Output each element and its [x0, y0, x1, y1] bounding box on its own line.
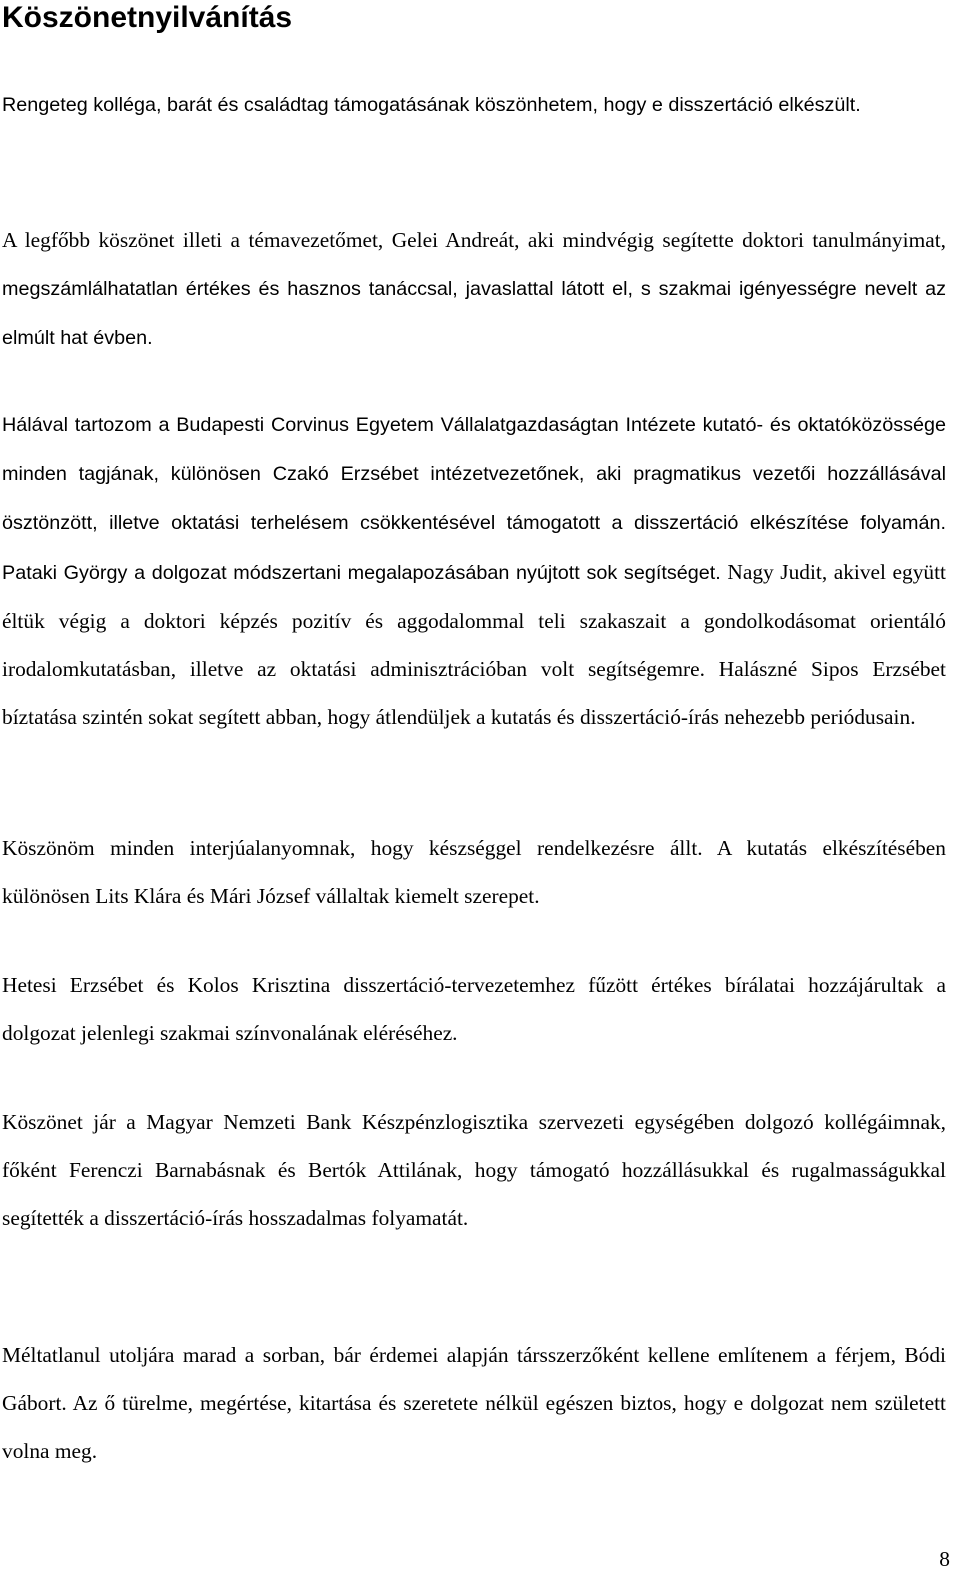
page-number: 8: [939, 1547, 950, 1571]
paragraph-2-text-sans: megszámlálhatatlan értékes és hasznos tanáccsal, javaslattal látott el, s szakmai igényességre nevelt az elmúlt hat évben.: [2, 278, 946, 350]
paragraph-2: [2, 216, 946, 363]
paragraph-6-text: Köszönet jár a Magyar Nemzeti Bank Készpénzlogisztika szervezeti egységében dolgozó kollégáimnak, főként Ferenczi Barnabásnak és Bertók Attilának, hogy támogató hozzállásukkal és rugalmasságukkal segítették a disszertáció-írás hosszadalmas folyamatát.: [2, 1110, 946, 1231]
paragraph-7: [2, 1331, 946, 1476]
paragraph-5: [2, 961, 946, 1057]
paragraph-4: [2, 824, 946, 920]
paragraph-5-text: Hetesi Erzsébet és Kolos Krisztina disszertáció-tervezetemhez fűzött értékes bírálatai hozzájárultak a dolgozat jelenlegi szakmai színvonalának eléréséhez.: [2, 973, 946, 1046]
paragraph-4-text: Köszönöm minden interjúalanyomnak, hogy készséggel rendelkezésre állt. A kutatás elkészítésében különösen Lits Klára és Mári József vállaltak kiemelt szerepet.: [2, 836, 946, 909]
paragraph-7-text: Méltatlanul utoljára marad a sorban, bár érdemei alapján társszerzőként kellene említenem a férjem, Bódi Gábort. Az ő türelme, megértése, kitartása és szeretete nélkül egészen biztos, hogy e dolgozat nem született volna meg.: [2, 1343, 946, 1464]
paragraph-3: [2, 400, 946, 741]
page-title: Köszönetnyilvánítás: [2, 1, 293, 34]
paragraph-1-text: Rengeteg kolléga, barát és családtag támogatásának köszönhetem, hogy e disszertáció elkészült.: [2, 94, 861, 116]
paragraph-6: [2, 1098, 946, 1243]
paragraph-3-text-serif: Nagy Judit, akivel együtt éltük végig a doktori képzés pozitív és aggodalommal teli szakaszait a gondolkodásomat orientáló irodalomkutatásban, illetve az oktatási adminisztrációban volt segítségemre. Halászné Sipos Erzsébet bíztatása szintén sokat segített abban, hogy átlendüljek a kutatás és disszertáció-írás nehezebb periódusain.: [2, 559, 946, 730]
paragraph-3-text-sans: Hálával tartozom a Budapesti Corvinus Egyetem Vállalatgazdaságtan Intézete kutató- és oktatóközössége minden tagjának, különösen Czakó Erzsébet intézetvezetőnek, aki pragmatikus vezetői hozzállásával ösztönzött, illetve oktatási terhelésem csökkentésével támogatott a disszertáció elkészítése folyamán. Pataki György a dolgozat módszertani megalapozásában nyújtott sok segítséget.: [2, 414, 946, 584]
paragraph-2-text-serif: A legfőbb köszönet illeti a témavezetőmet, Gelei Andreát, aki mindvégig segítette doktori tanulmányimat,: [2, 228, 946, 252]
paragraph-1: [2, 80, 946, 129]
